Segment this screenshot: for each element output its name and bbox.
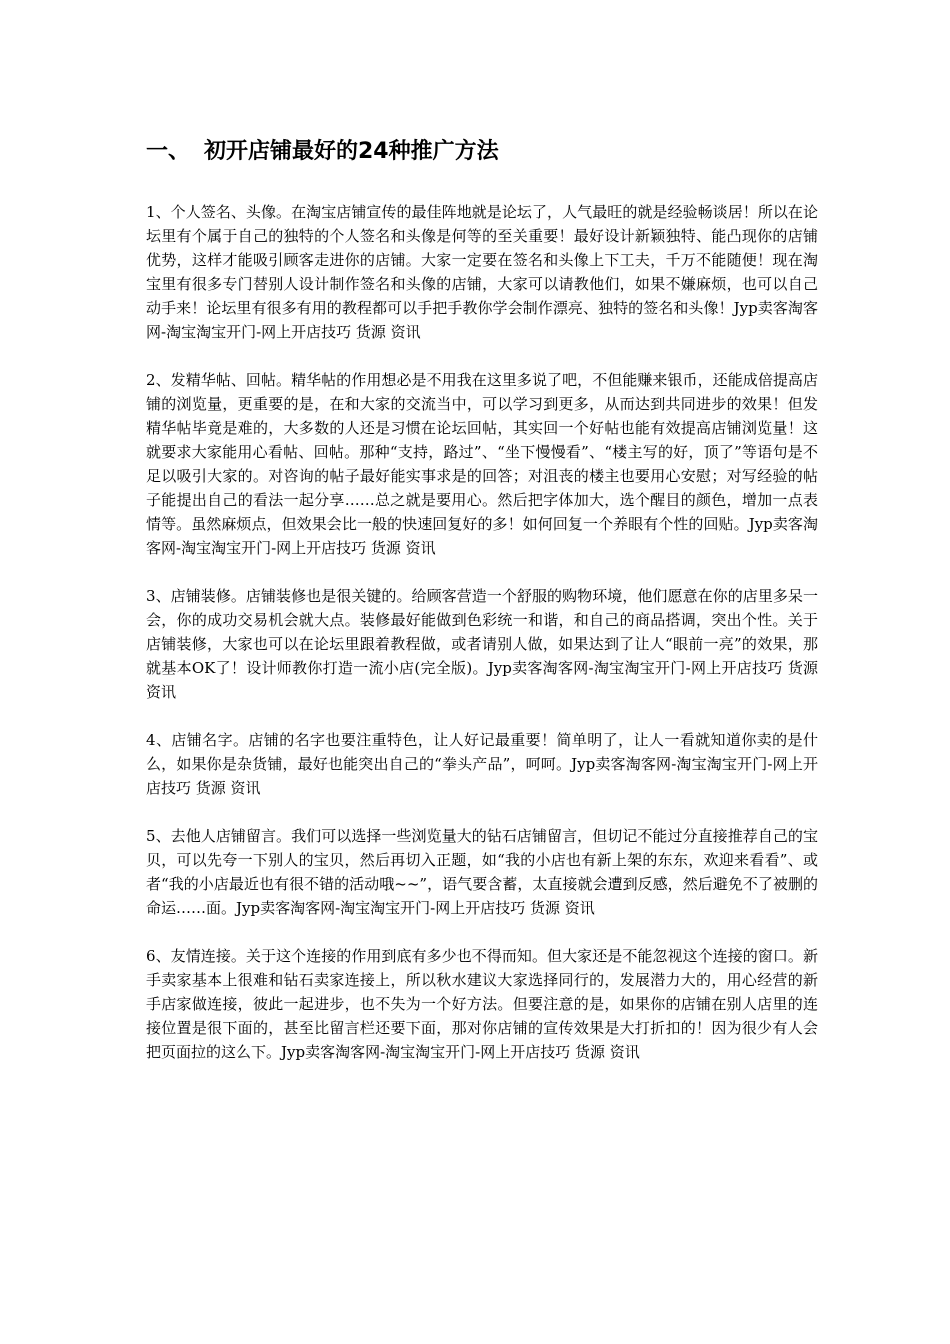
- paragraph-2: 2、发精华帖、回帖。精华帖的作用想必是不用我在这里多说了吧，不但能赚来银币，还能成倍提高店铺的浏览量，更重要的是，在和大家的交流当中，可以学习到更多，从而达到共同进步的效果！但发精华帖毕竟是难的，大多数的人还是习惯在论坛回帖，其实回一个好帖也能有效提高店铺浏览量！这就要求大家能用心看帖、回帖。那种“支持，路过”、“坐下慢慢看”、“楼主写的好，顶了”等语句是不足以吸引大家的。对咨询的帖子最好能实事求是的回答；对沮丧的楼主也要用心安慰；对写经验的帖子能提出自己的看法一起分享……总之就是要用心。然后把字体加大，选个醒目的颜色，增加一点表情等。虽然麻烦点，但效果会比一般的快速回复好的多！如何回复一个养眼有个性的回贴。Jyp卖客淘客网-淘宝淘宝开门-网上开店技巧 货源 资讯: [146, 371, 818, 557]
- paragraph-4: 4、店铺名字。店铺的名字也要注重特色，让人好记最重要！简单明了，让人一看就知道你卖的是什么，如果你是杂货铺，最好也能突出自己的“拳头产品”，呵呵。Jyp卖客淘客网-淘宝淘宝开门-网上开店技巧 货源 资讯: [146, 731, 818, 797]
- title-number: 一、: [146, 139, 191, 164]
- paragraph-5: 5、去他人店铺留言。我们可以选择一些浏览量大的钻石店铺留言，但切记不能过分直接推荐自己的宝贝，可以先夸一下别人的宝贝，然后再切入正题，如“我的小店也有新上架的东东，欢迎来看看”、或者“我的小店最近也有很不错的活动哦~~”，语气要含蓄，太直接就会遭到反感，然后避免不了被删的命运……面。Jyp卖客淘客网-淘宝淘宝开门-网上开店技巧 货源 资讯: [146, 827, 818, 917]
- document-body: [146, 200, 818, 1088]
- paragraph-1: 1、个人签名、头像。在淘宝店铺宣传的最佳阵地就是论坛了，人气最旺的就是经验畅谈居！所以在论坛里有个属于自己的独特的个人签名和头像是何等的至关重要！最好设计新颖独特、能凸现你的店铺优势，这样才能吸引顾客走进你的店铺。大家一定要在签名和头像上下工夫，千万不能随便！现在淘宝里有很多专门替别人设计制作签名和头像的店铺，大家可以请教他们，如果不嫌麻烦，也可以自己动手来！论坛里有很多有用的教程都可以手把手教你学会制作漂亮、独特的签名和头像！Jyp卖客淘客网-淘宝淘宝开门-网上开店技巧 货源 资讯: [146, 203, 818, 341]
- document-title: [146, 136, 499, 168]
- paragraph-3: 3、店铺装修。店铺装修也是很关键的。给顾客营造一个舒服的购物环境，他们愿意在你的店里多呆一会，你的成功交易机会就大点。装修最好能做到色彩统一和谐，和自己的商品搭调，突出个性。关于店铺装修，大家也可以在论坛里跟着教程做，或者请别人做，如果达到了让人“眼前一亮”的效果，那就基本OK了！设计师教你打造一流小店(完全版)。Jyp卖客淘客网-淘宝淘宝开门-网上开店技巧 货源 资讯: [146, 587, 818, 701]
- title-text: 初开店铺最好的24种推广方法: [204, 139, 499, 164]
- paragraph-6: 6、友情连接。关于这个连接的作用到底有多少也不得而知。但大家还是不能忽视这个连接的窗口。新手卖家基本上很难和钻石卖家连接上，所以秋水建议大家选择同行的，发展潜力大的，用心经营的新手店家做连接，彼此一起进步，也不失为一个好方法。但要注意的是，如果你的店铺在别人店里的连接位置是很下面的，甚至比留言栏还要下面，那对你店铺的宣传效果是大打折扣的！因为很少有人会把页面拉的这么下。Jyp卖客淘客网-淘宝淘宝开门-网上开店技巧 货源 资讯: [146, 947, 818, 1061]
